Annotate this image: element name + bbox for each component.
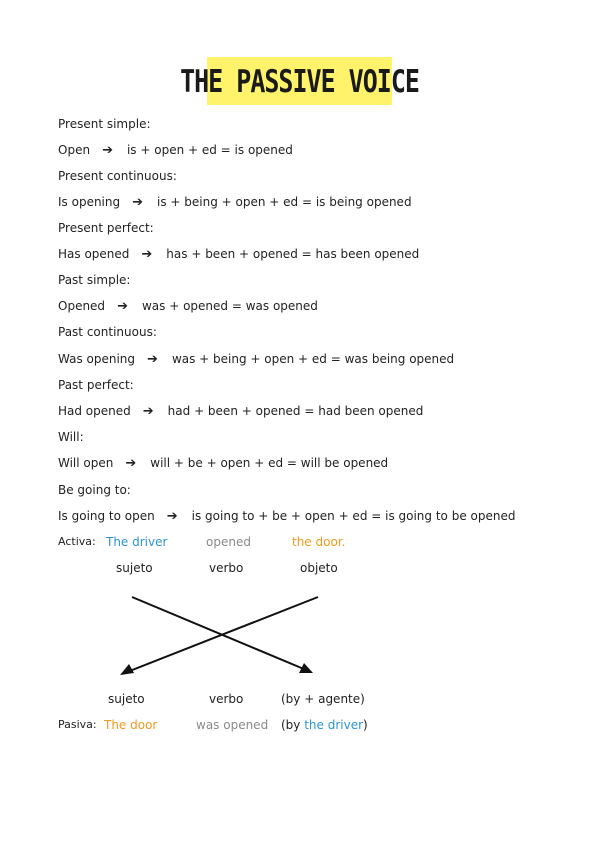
rule-formula: is + open + ed = is opened xyxy=(126,143,293,157)
arrow-right-icon: ➔ xyxy=(142,404,154,419)
role-object: objeto xyxy=(300,561,338,575)
active-object: the door. xyxy=(292,535,346,549)
tense-label: Be going to: xyxy=(58,483,131,497)
rule-formula: was + being + open + ed = was being opened xyxy=(171,352,455,366)
role-verb: verbo xyxy=(209,561,244,575)
rule-form: Is going to open xyxy=(58,509,155,523)
rule-formula: has + been + opened = has been opened xyxy=(166,247,420,261)
rule-formula: is + being + open + ed = is being opened xyxy=(157,195,412,209)
arrow-right-icon: ➔ xyxy=(166,509,178,524)
passive-agent xyxy=(281,717,368,733)
tense-label: Present perfect: xyxy=(58,221,154,235)
rule-formula: had + been + opened = had been opened xyxy=(167,404,424,418)
tense-label: Past simple: xyxy=(58,273,131,287)
arrow-right-icon: ➔ xyxy=(117,299,128,314)
tense-label: Will: xyxy=(58,430,84,444)
rule-form: Opened xyxy=(58,299,106,313)
rule-formula: is going to + be + open + ed = is going to be opened xyxy=(191,509,516,523)
rule-form: Had opened xyxy=(58,404,131,418)
rule-form: Will open xyxy=(58,456,114,470)
rule-formula: was + opened = was opened xyxy=(141,299,318,313)
active-verb: opened xyxy=(206,535,251,549)
passive-label: Pasiva: xyxy=(58,718,97,731)
role-subject: sujeto xyxy=(116,561,153,575)
agent-name: the driver xyxy=(304,718,364,732)
tense-label: Present continuous: xyxy=(58,169,177,183)
role-subject-passive: sujeto xyxy=(108,692,145,706)
agent-open: (by xyxy=(281,718,305,732)
arrow-right-icon: ➔ xyxy=(141,247,153,262)
page-title: THE PASSIVE VOICE xyxy=(180,62,419,100)
agent-close: ) xyxy=(363,718,368,732)
rule-form: Has opened xyxy=(58,247,130,261)
role-verb-passive: verbo xyxy=(209,692,244,706)
rule-form: Is opening xyxy=(58,195,121,209)
tense-label: Past continuous: xyxy=(58,325,157,339)
rule-formula: will + be + open + ed = will be opened xyxy=(150,456,389,470)
passive-subject: The door xyxy=(104,718,158,732)
arrow-right-icon: ➔ xyxy=(132,195,144,210)
arrow-head-left-icon xyxy=(120,664,134,675)
arrow-right-icon: ➔ xyxy=(147,352,158,367)
tense-label: Past perfect: xyxy=(58,378,134,392)
arrow-right-icon: ➔ xyxy=(125,456,137,471)
rule-form: Was opening xyxy=(58,352,136,366)
role-agent: (by + agente) xyxy=(281,692,365,706)
tense-label: Present simple: xyxy=(58,117,151,131)
passive-verb: was opened xyxy=(196,718,269,732)
arrow-right-icon: ➔ xyxy=(102,143,113,158)
active-label: Activa: xyxy=(58,535,96,548)
rule-form: Open xyxy=(58,143,91,157)
active-subject: The driver xyxy=(106,535,168,549)
